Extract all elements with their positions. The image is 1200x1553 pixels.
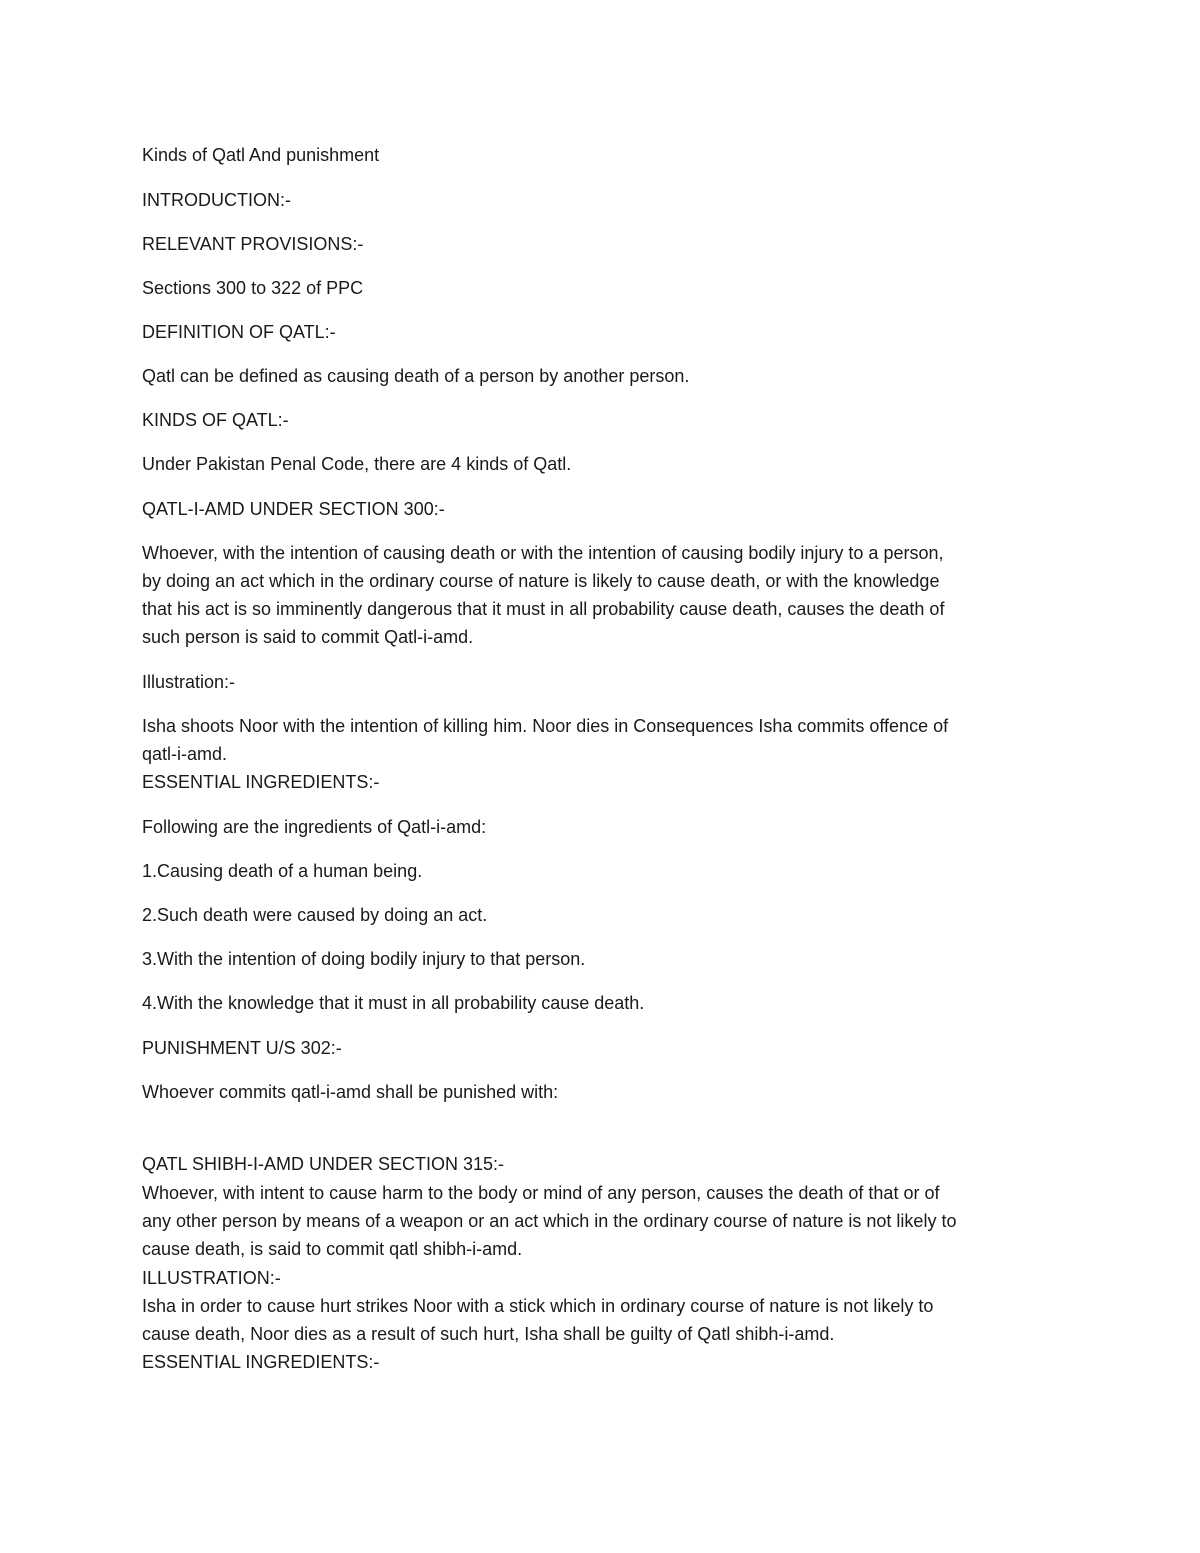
text-line: Whoever commits qatl-i-amd shall be punished with: [142,1082,559,1102]
heading-relevant-provisions: RELEVANT PROVISIONS:- [142,234,364,254]
heading-definition: DEFINITION OF QATL:- [142,322,336,342]
text-line: Isha shoots Noor with the intention of killing him. Noor dies in Consequences Isha commits offence of [142,716,949,736]
text-line: Whoever, with intent to cause harm to the body or mind of any person, causes the death of that or of [142,1183,940,1203]
text-line: cause death, Noor dies as a result of such hurt, Isha shall be guilty of Qatl shibh-i-amd. [142,1324,835,1344]
text-line: by doing an act which in the ordinary course of nature is likely to cause death, or with the knowledge [142,571,940,591]
heading-illustration: ILLUSTRATION:- [142,1268,281,1288]
text-line: cause death, is said to commit qatl shibh-i-amd. [142,1239,523,1259]
heading-kinds: KINDS OF QATL:- [142,410,289,430]
text-line: any other person by means of a weapon or an act which in the ordinary course of nature is not likely to [142,1211,957,1231]
text-line: Isha in order to cause hurt strikes Noor with a stick which in ordinary course of nature is not likely to [142,1296,934,1316]
text-line: that his act is so imminently dangerous that it must in all probability cause death, causes the death of [142,599,945,619]
text-line: Following are the ingredients of Qatl-i-amd: [142,817,487,837]
list-item: 1.Causing death of a human being. [142,861,423,881]
heading-illustration: Illustration:- [142,672,236,692]
text-line: Sections 300 to 322 of PPC [142,278,364,298]
heading-introduction: INTRODUCTION:- [142,190,291,210]
text-line: such person is said to commit Qatl-i-amd. [142,627,474,647]
heading-qatl-shibh-i-amd: QATL SHIBH-I-AMD UNDER SECTION 315:- [142,1154,505,1174]
heading-qatl-i-amd: QATL-I-AMD UNDER SECTION 300:- [142,499,445,519]
heading-punishment: PUNISHMENT U/S 302:- [142,1038,342,1058]
list-item: 2.Such death were caused by doing an act. [142,905,488,925]
document-title: Kinds of Qatl And punishment [142,145,380,165]
list-item: 4.With the knowledge that it must in all probability cause death. [142,993,645,1013]
text-line: Qatl can be defined as causing death of a person by another person. [142,366,690,386]
list-item: 3.With the intention of doing bodily injury to that person. [142,949,586,969]
text-line: Whoever, with the intention of causing death or with the intention of causing bodily injury to a person, [142,543,944,563]
heading-essential-ingredients: ESSENTIAL INGREDIENTS:- [142,1352,380,1372]
heading-essential-ingredients: ESSENTIAL INGREDIENTS:- [142,772,380,792]
text-line: qatl-i-amd. [142,744,228,764]
text-line: Under Pakistan Penal Code, there are 4 kinds of Qatl. [142,454,572,474]
